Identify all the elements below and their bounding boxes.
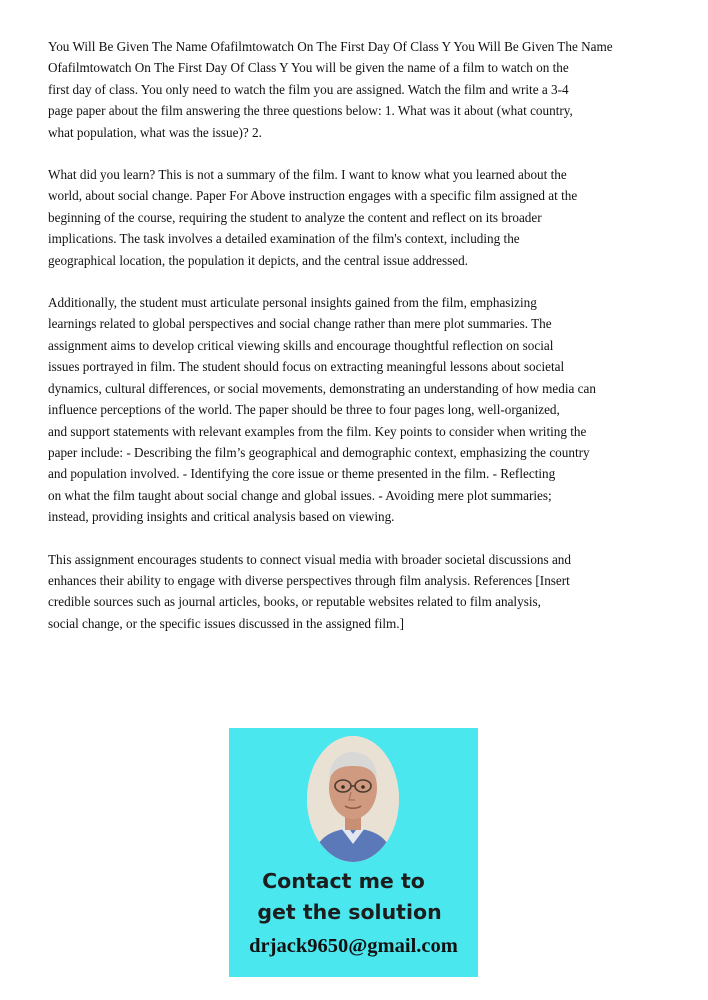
author-portrait bbox=[307, 736, 399, 862]
text-line: enhances their ability to engage with diverse perspectives through film analysis. References [Insert bbox=[48, 572, 570, 588]
text-line: Additionally, the student must articulate personal insights gained from the film, emphasizing bbox=[48, 295, 537, 311]
text-line: You Will Be Given The Name Ofafilmtowatch On The First Day Of Class Y You Will Be Given The Name bbox=[48, 39, 613, 54]
text-line: first day of class. You only need to watch the film you are assigned. Watch the film and write a 3-4 bbox=[48, 81, 569, 97]
text-line: This assignment encourages students to connect visual media with broader societal discussions and bbox=[48, 551, 571, 567]
text-line: page paper about the film answering the three questions below: 1. What was it about (what country, bbox=[48, 103, 573, 119]
text-line: implications. The task involves a detailed examination of the film's context, including the bbox=[48, 231, 520, 247]
portrait-image bbox=[307, 736, 399, 862]
text-line: geographical location, the population it depicts, and the central issue addressed. bbox=[48, 252, 469, 268]
ad-headline-line2: get the solution bbox=[257, 900, 442, 924]
text-line: What did you learn? This is not a summary of the film. I want to know what you learned about the bbox=[48, 167, 567, 183]
text-line: Ofafilmtowatch On The First Day Of Class Y You will be given the name of a film to watch on the bbox=[48, 60, 569, 76]
paragraph-2 bbox=[48, 164, 688, 271]
document-body bbox=[48, 36, 688, 655]
paragraph-1 bbox=[48, 36, 688, 143]
text-line: paper include: - Describing the film’s geographical and demographic context, emphasizing the country bbox=[48, 444, 590, 460]
text-line: learnings related to global perspectives and social change rather than mere plot summaries. The bbox=[48, 316, 552, 332]
text-line: beginning of the course, requiring the student to analyze the content and reflect on its broader bbox=[48, 209, 542, 225]
text-line: dynamics, cultural differences, or social movements, demonstrating an understanding of how media can bbox=[48, 380, 596, 396]
text-line: instead, providing insights and critical analysis based on viewing. bbox=[48, 509, 395, 525]
contact-ad-banner[interactable] bbox=[229, 728, 478, 977]
text-line: social change, or the specific issues discussed in the assigned film.] bbox=[48, 615, 404, 631]
text-line: what population, what was the issue)? 2. bbox=[48, 124, 262, 140]
paragraph-3 bbox=[48, 292, 688, 527]
ad-headline-line1: Contact me to bbox=[262, 869, 425, 893]
contact-email[interactable]: drjack9650@gmail.com bbox=[249, 935, 458, 957]
text-line: assignment aims to develop critical viewing skills and encourage thoughtful reflection on social bbox=[48, 337, 554, 353]
text-line: world, about social change. Paper For Above instruction engages with a specific film assigned at the bbox=[48, 188, 578, 204]
text-line: on what the film taught about social change and global issues. - Avoiding mere plot summaries; bbox=[48, 487, 552, 503]
text-line: credible sources such as journal articles, books, or reputable websites related to film analysis, bbox=[48, 594, 541, 610]
text-line: issues portrayed in film. The student should focus on extracting meaningful lessons about societal bbox=[48, 359, 565, 375]
text-line: influence perceptions of the world. The paper should be three to four pages long, well-organized, bbox=[48, 402, 560, 418]
text-line: and support statements with relevant examples from the film. Key points to consider when writing the bbox=[48, 423, 587, 439]
text-line: and population involved. - Identifying the core issue or theme presented in the film. - Reflecting bbox=[48, 466, 556, 482]
paragraph-4 bbox=[48, 549, 688, 635]
